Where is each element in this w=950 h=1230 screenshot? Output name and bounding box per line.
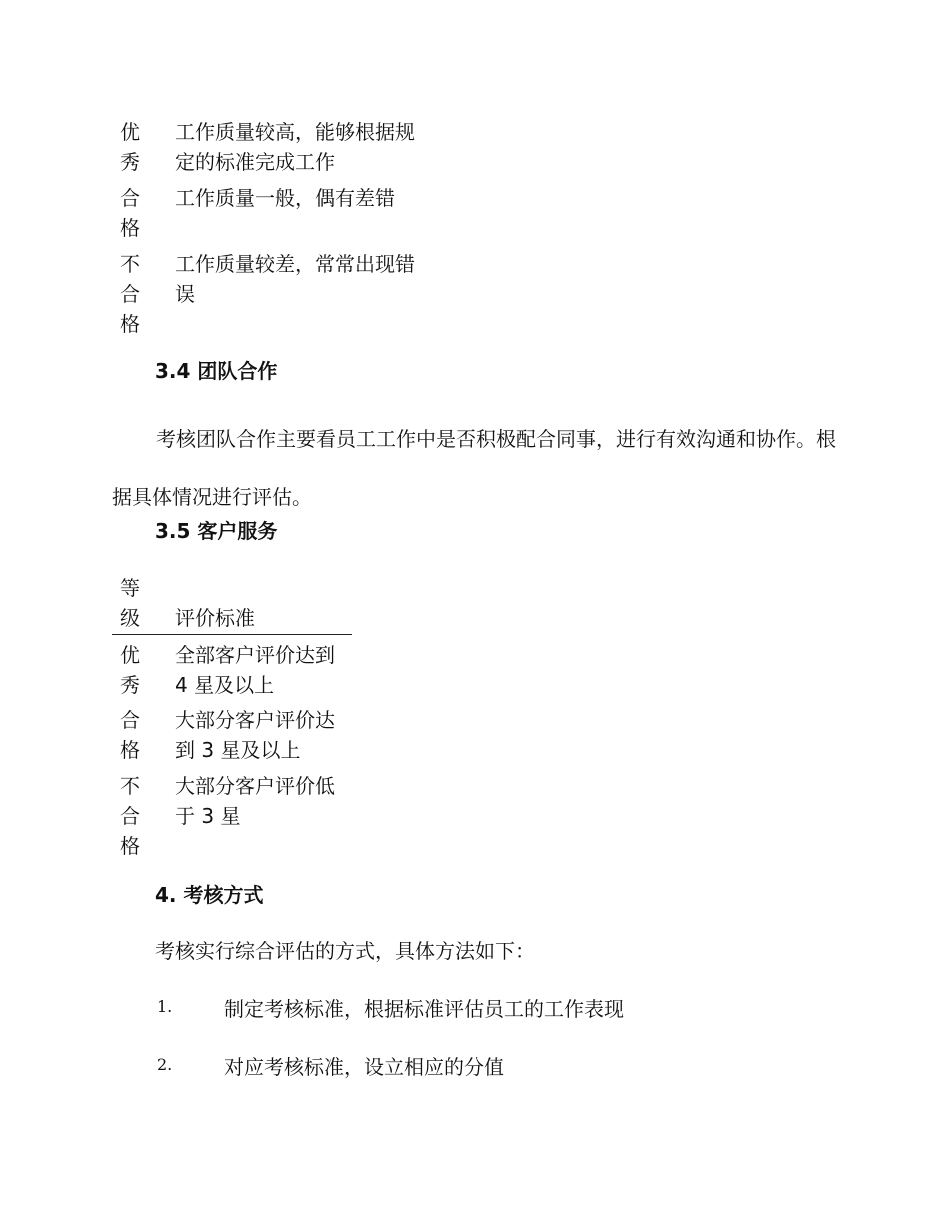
list-item-number: 2. xyxy=(157,1055,173,1074)
table-cell-desc: 大部分客户评价低于 3 星 xyxy=(175,774,335,828)
table-cell-desc: 大部分客户评价达到 3 星及以上 xyxy=(175,708,335,762)
list-item-text: 制定考核标准，根据标准评估员工的工作表现 xyxy=(224,997,624,1021)
section-4-intro: 考核实行综合评估的方式，具体方法如下： xyxy=(155,939,535,963)
table-cell-desc: 工作质量一般，偶有差错 xyxy=(175,186,395,210)
table-cell-grade: 优秀 xyxy=(120,120,140,174)
table-header-rule xyxy=(112,634,352,635)
table-cell-desc: 全部客户评价达到 4 星及以上 xyxy=(175,643,335,697)
list-item-number: 1. xyxy=(157,997,173,1016)
table-cell-grade: 不合格 xyxy=(120,774,140,858)
table-cell-grade: 优秀 xyxy=(120,643,140,697)
table-cell-grade: 合格 xyxy=(120,186,140,240)
table-header-grade: 等级 xyxy=(120,576,140,630)
table-cell-desc: 工作质量较差，常常出现错误 xyxy=(175,252,415,306)
section-heading-3-5: 3.5 客户服务 xyxy=(155,519,278,543)
table-cell-grade: 合格 xyxy=(120,708,140,762)
section-heading-3-4: 3.4 团队合作 xyxy=(155,359,278,383)
table-cell-desc: 工作质量较高，能够根据规定的标准完成工作 xyxy=(175,120,415,174)
section-3-4-paragraph: 考核团队合作主要看员工工作中是否积极配合同事，进行有效沟通和协作。根据具体情况进行评估。 xyxy=(112,427,836,509)
table-cell-grade: 不合格 xyxy=(120,252,140,336)
table-header-criteria: 评价标准 xyxy=(175,606,255,630)
section-heading-4: 4. 考核方式 xyxy=(155,883,264,907)
list-item-text: 对应考核标准，设立相应的分值 xyxy=(224,1055,504,1079)
